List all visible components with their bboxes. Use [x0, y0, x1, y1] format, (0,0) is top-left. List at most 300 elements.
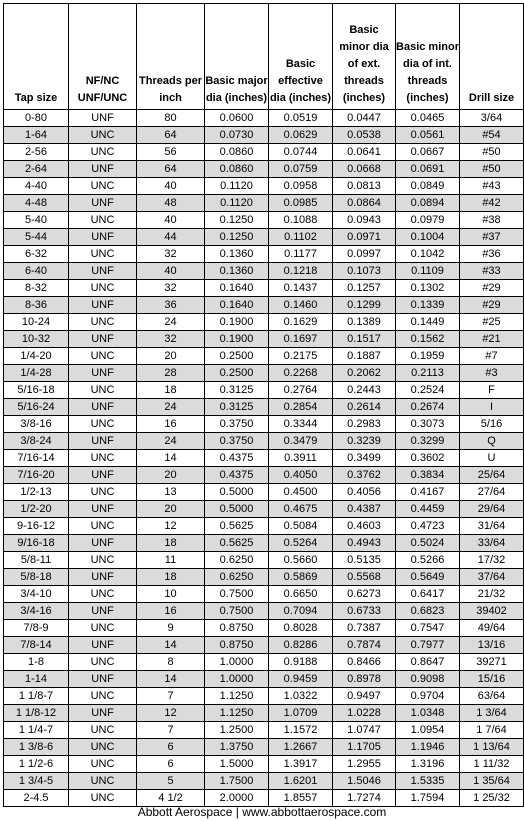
thread-size-table	[3, 3, 524, 807]
cell-drill-size: Q	[460, 433, 524, 450]
table-row	[4, 348, 524, 365]
cell-tap-size: 1 1/8-7	[4, 688, 69, 705]
table-row	[4, 433, 524, 450]
cell-effective-dia: 0.1088	[269, 212, 333, 229]
cell-thread-series: UNF	[69, 671, 137, 688]
cell-tap-size: 5/8-18	[4, 569, 69, 586]
cell-drill-size: #43	[460, 178, 524, 195]
cell-major-dia: 1.7500	[205, 773, 269, 790]
cell-major-dia: 1.1250	[205, 688, 269, 705]
cell-tap-size: 3/8-16	[4, 416, 69, 433]
cell-thread-series: UNC	[69, 127, 137, 144]
cell-major-dia: 0.5000	[205, 484, 269, 501]
table-row	[4, 399, 524, 416]
cell-thread-series: UNF	[69, 331, 137, 348]
cell-tap-size: 1 1/4-7	[4, 722, 69, 739]
cell-minor-dia-int: 0.1562	[396, 331, 460, 348]
table-row	[4, 773, 524, 790]
cell-minor-dia-int: 0.2674	[396, 399, 460, 416]
cell-threads-per-inch: 10	[137, 586, 205, 603]
cell-effective-dia: 0.0519	[269, 110, 333, 127]
cell-minor-dia-int: 0.1449	[396, 314, 460, 331]
cell-minor-dia-ext: 0.1073	[333, 263, 396, 280]
cell-effective-dia: 0.1460	[269, 297, 333, 314]
cell-drill-size: 29/64	[460, 501, 524, 518]
cell-minor-dia-ext: 0.0813	[333, 178, 396, 195]
cell-drill-size: #29	[460, 297, 524, 314]
cell-minor-dia-int: 0.4459	[396, 501, 460, 518]
cell-tap-size: 7/16-14	[4, 450, 69, 467]
cell-threads-per-inch: 4 1/2	[137, 790, 205, 807]
cell-minor-dia-ext: 0.4943	[333, 535, 396, 552]
cell-effective-dia: 0.5660	[269, 552, 333, 569]
cell-thread-series: UNF	[69, 433, 137, 450]
table-row	[4, 314, 524, 331]
cell-major-dia: 0.0860	[205, 144, 269, 161]
cell-minor-dia-int: 0.4723	[396, 518, 460, 535]
cell-tap-size: 3/4-16	[4, 603, 69, 620]
cell-tap-size: 5/16-24	[4, 399, 69, 416]
cell-major-dia: 0.2500	[205, 348, 269, 365]
cell-major-dia: 0.2500	[205, 365, 269, 382]
table-body	[4, 110, 524, 807]
cell-thread-series: UNF	[69, 467, 137, 484]
cell-thread-series: UNC	[69, 790, 137, 807]
table-row	[4, 365, 524, 382]
cell-threads-per-inch: 28	[137, 365, 205, 382]
cell-threads-per-inch: 18	[137, 569, 205, 586]
cell-tap-size: 4-40	[4, 178, 69, 195]
cell-thread-series: UNF	[69, 110, 137, 127]
cell-major-dia: 0.5625	[205, 518, 269, 535]
table-row	[4, 195, 524, 212]
cell-drill-size: 39271	[460, 654, 524, 671]
cell-effective-dia: 0.7094	[269, 603, 333, 620]
cell-major-dia: 1.0000	[205, 671, 269, 688]
cell-threads-per-inch: 24	[137, 433, 205, 450]
cell-tap-size: 3/4-10	[4, 586, 69, 603]
cell-threads-per-inch: 16	[137, 416, 205, 433]
cell-major-dia: 0.3750	[205, 416, 269, 433]
cell-effective-dia: 0.4050	[269, 467, 333, 484]
cell-drill-size: 25/64	[460, 467, 524, 484]
cell-threads-per-inch: 20	[137, 501, 205, 518]
cell-minor-dia-ext: 0.1257	[333, 280, 396, 297]
cell-drill-size: #21	[460, 331, 524, 348]
cell-thread-series: UNC	[69, 450, 137, 467]
cell-minor-dia-int: 0.3834	[396, 467, 460, 484]
table-row	[4, 297, 524, 314]
cell-minor-dia-int: 1.5335	[396, 773, 460, 790]
cell-thread-series: UNF	[69, 399, 137, 416]
cell-thread-series: UNC	[69, 144, 137, 161]
cell-major-dia: 0.1120	[205, 195, 269, 212]
table-row	[4, 722, 524, 739]
cell-thread-series: UNC	[69, 654, 137, 671]
cell-tap-size: 1/2-20	[4, 501, 69, 518]
cell-major-dia: 1.5000	[205, 756, 269, 773]
table-row	[4, 688, 524, 705]
cell-tap-size: 9-16-12	[4, 518, 69, 535]
table-row	[4, 586, 524, 603]
cell-tap-size: 1/2-13	[4, 484, 69, 501]
cell-threads-per-inch: 32	[137, 246, 205, 263]
cell-thread-series: UNC	[69, 246, 137, 263]
cell-minor-dia-int: 0.0691	[396, 161, 460, 178]
cell-tap-size: 6-40	[4, 263, 69, 280]
cell-drill-size: 31/64	[460, 518, 524, 535]
cell-minor-dia-ext: 0.0997	[333, 246, 396, 263]
cell-tap-size: 1 1/8-12	[4, 705, 69, 722]
table-row	[4, 484, 524, 501]
cell-drill-size: 1 13/64	[460, 739, 524, 756]
cell-major-dia: 1.0000	[205, 654, 269, 671]
table-row	[4, 671, 524, 688]
cell-threads-per-inch: 8	[137, 654, 205, 671]
cell-tap-size: 1/4-28	[4, 365, 69, 382]
cell-minor-dia-ext: 0.3239	[333, 433, 396, 450]
cell-minor-dia-ext: 1.7274	[333, 790, 396, 807]
cell-drill-size: I	[460, 399, 524, 416]
cell-minor-dia-int: 0.1042	[396, 246, 460, 263]
cell-minor-dia-int: 0.7977	[396, 637, 460, 654]
cell-threads-per-inch: 20	[137, 467, 205, 484]
cell-thread-series: UNC	[69, 586, 137, 603]
cell-minor-dia-int: 0.0561	[396, 127, 460, 144]
cell-minor-dia-ext: 0.0971	[333, 229, 396, 246]
table-row	[4, 518, 524, 535]
cell-drill-size: 3/64	[460, 110, 524, 127]
cell-effective-dia: 0.5084	[269, 518, 333, 535]
cell-major-dia: 0.1360	[205, 263, 269, 280]
table-row	[4, 144, 524, 161]
cell-minor-dia-ext: 0.8466	[333, 654, 396, 671]
cell-major-dia: 0.3125	[205, 399, 269, 416]
cell-minor-dia-int: 0.0465	[396, 110, 460, 127]
cell-minor-dia-int: 0.2524	[396, 382, 460, 399]
cell-minor-dia-ext: 1.5046	[333, 773, 396, 790]
cell-thread-series: UNF	[69, 161, 137, 178]
cell-drill-size: 1 3/64	[460, 705, 524, 722]
cell-drill-size: #36	[460, 246, 524, 263]
cell-minor-dia-ext: 0.4056	[333, 484, 396, 501]
cell-tap-size: 8-32	[4, 280, 69, 297]
cell-effective-dia: 1.1572	[269, 722, 333, 739]
cell-drill-size: 1 35/64	[460, 773, 524, 790]
cell-tap-size: 2-4.5	[4, 790, 69, 807]
cell-major-dia: 0.5000	[205, 501, 269, 518]
cell-threads-per-inch: 16	[137, 603, 205, 620]
table-row	[4, 603, 524, 620]
cell-tap-size: 8-36	[4, 297, 69, 314]
cell-effective-dia: 1.0322	[269, 688, 333, 705]
cell-thread-series: UNC	[69, 382, 137, 399]
table-row	[4, 416, 524, 433]
cell-effective-dia: 0.2268	[269, 365, 333, 382]
cell-major-dia: 0.8750	[205, 637, 269, 654]
cell-minor-dia-ext: 1.0228	[333, 705, 396, 722]
cell-minor-dia-ext: 0.8978	[333, 671, 396, 688]
cell-tap-size: 1-8	[4, 654, 69, 671]
thread-table-container	[3, 3, 524, 807]
cell-tap-size: 6-32	[4, 246, 69, 263]
cell-tap-size: 5-40	[4, 212, 69, 229]
cell-effective-dia: 0.1437	[269, 280, 333, 297]
cell-minor-dia-int: 0.0979	[396, 212, 460, 229]
table-row	[4, 246, 524, 263]
cell-minor-dia-ext: 1.1705	[333, 739, 396, 756]
cell-minor-dia-ext: 0.5135	[333, 552, 396, 569]
table-row	[4, 535, 524, 552]
cell-minor-dia-ext: 0.6273	[333, 586, 396, 603]
cell-effective-dia: 0.0759	[269, 161, 333, 178]
cell-major-dia: 0.0730	[205, 127, 269, 144]
cell-tap-size: 7/8-9	[4, 620, 69, 637]
table-row	[4, 756, 524, 773]
cell-tap-size: 5-44	[4, 229, 69, 246]
cell-drill-size: 5/16	[460, 416, 524, 433]
table-row	[4, 637, 524, 654]
cell-thread-series: UNC	[69, 773, 137, 790]
cell-minor-dia-int: 0.7547	[396, 620, 460, 637]
table-row	[4, 331, 524, 348]
cell-thread-series: UNF	[69, 705, 137, 722]
cell-minor-dia-ext: 0.7387	[333, 620, 396, 637]
cell-major-dia: 0.6250	[205, 552, 269, 569]
cell-major-dia: 0.1250	[205, 229, 269, 246]
cell-minor-dia-ext: 0.2983	[333, 416, 396, 433]
cell-minor-dia-ext: 0.2614	[333, 399, 396, 416]
cell-minor-dia-ext: 0.1517	[333, 331, 396, 348]
cell-effective-dia: 0.8286	[269, 637, 333, 654]
header-threads-per-inch: Threads per inch	[137, 4, 205, 110]
cell-major-dia: 0.1360	[205, 246, 269, 263]
cell-threads-per-inch: 24	[137, 314, 205, 331]
cell-thread-series: UNF	[69, 603, 137, 620]
cell-major-dia: 1.2500	[205, 722, 269, 739]
cell-thread-series: UNC	[69, 178, 137, 195]
cell-thread-series: UNC	[69, 620, 137, 637]
cell-effective-dia: 0.8028	[269, 620, 333, 637]
cell-threads-per-inch: 64	[137, 161, 205, 178]
cell-minor-dia-ext: 0.0641	[333, 144, 396, 161]
cell-tap-size: 0-80	[4, 110, 69, 127]
cell-effective-dia: 1.3917	[269, 756, 333, 773]
cell-threads-per-inch: 24	[137, 399, 205, 416]
cell-minor-dia-int: 0.3602	[396, 450, 460, 467]
cell-threads-per-inch: 64	[137, 127, 205, 144]
cell-minor-dia-int: 0.5649	[396, 569, 460, 586]
cell-minor-dia-ext: 1.2955	[333, 756, 396, 773]
cell-minor-dia-int: 0.3299	[396, 433, 460, 450]
cell-threads-per-inch: 48	[137, 195, 205, 212]
cell-thread-series: UNF	[69, 501, 137, 518]
cell-major-dia: 0.1120	[205, 178, 269, 195]
cell-major-dia: 0.4375	[205, 450, 269, 467]
cell-tap-size: 9/16-18	[4, 535, 69, 552]
cell-threads-per-inch: 40	[137, 263, 205, 280]
cell-drill-size: #42	[460, 195, 524, 212]
cell-effective-dia: 0.1218	[269, 263, 333, 280]
cell-minor-dia-int: 0.4167	[396, 484, 460, 501]
cell-threads-per-inch: 12	[137, 518, 205, 535]
cell-thread-series: UNF	[69, 535, 137, 552]
cell-drill-size: #54	[460, 127, 524, 144]
cell-effective-dia: 1.6201	[269, 773, 333, 790]
table-row	[4, 450, 524, 467]
cell-major-dia: 0.1640	[205, 280, 269, 297]
cell-tap-size: 5/16-18	[4, 382, 69, 399]
cell-drill-size: 1 25/32	[460, 790, 524, 807]
cell-minor-dia-ext: 0.7874	[333, 637, 396, 654]
cell-minor-dia-ext: 0.0447	[333, 110, 396, 127]
table-row	[4, 790, 524, 807]
cell-effective-dia: 0.1629	[269, 314, 333, 331]
cell-thread-series: UNC	[69, 552, 137, 569]
header-thread-series: NF/NC UNF/UNC	[69, 4, 137, 110]
table-row	[4, 739, 524, 756]
table-row	[4, 263, 524, 280]
cell-drill-size: 17/32	[460, 552, 524, 569]
header-tap-size: Tap size	[4, 4, 69, 110]
cell-minor-dia-int: 0.0894	[396, 195, 460, 212]
cell-threads-per-inch: 44	[137, 229, 205, 246]
cell-minor-dia-ext: 0.9497	[333, 688, 396, 705]
cell-thread-series: UNC	[69, 416, 137, 433]
cell-tap-size: 2-64	[4, 161, 69, 178]
cell-thread-series: UNF	[69, 263, 137, 280]
cell-drill-size: 21/32	[460, 586, 524, 603]
cell-thread-series: UNF	[69, 365, 137, 382]
cell-effective-dia: 0.0985	[269, 195, 333, 212]
cell-minor-dia-ext: 0.0943	[333, 212, 396, 229]
table-row	[4, 552, 524, 569]
cell-tap-size: 4-48	[4, 195, 69, 212]
cell-minor-dia-ext: 0.3762	[333, 467, 396, 484]
cell-minor-dia-int: 0.5024	[396, 535, 460, 552]
cell-major-dia: 0.1900	[205, 314, 269, 331]
cell-drill-size: 1 11/32	[460, 756, 524, 773]
cell-drill-size: #29	[460, 280, 524, 297]
cell-minor-dia-ext: 0.2062	[333, 365, 396, 382]
cell-threads-per-inch: 6	[137, 756, 205, 773]
cell-minor-dia-int: 1.1946	[396, 739, 460, 756]
cell-effective-dia: 1.0709	[269, 705, 333, 722]
cell-effective-dia: 0.2854	[269, 399, 333, 416]
table-row	[4, 110, 524, 127]
cell-drill-size: #50	[460, 144, 524, 161]
cell-major-dia: 0.7500	[205, 586, 269, 603]
cell-thread-series: UNC	[69, 756, 137, 773]
cell-major-dia: 0.6250	[205, 569, 269, 586]
cell-threads-per-inch: 6	[137, 739, 205, 756]
cell-minor-dia-ext: 0.0668	[333, 161, 396, 178]
table-row	[4, 501, 524, 518]
cell-major-dia: 0.0860	[205, 161, 269, 178]
cell-effective-dia: 0.5869	[269, 569, 333, 586]
table-row	[4, 705, 524, 722]
cell-minor-dia-ext: 0.4387	[333, 501, 396, 518]
cell-drill-size: 13/16	[460, 637, 524, 654]
cell-thread-series: UNC	[69, 280, 137, 297]
cell-effective-dia: 0.3479	[269, 433, 333, 450]
cell-threads-per-inch: 32	[137, 331, 205, 348]
cell-effective-dia: 0.6650	[269, 586, 333, 603]
cell-drill-size: 63/64	[460, 688, 524, 705]
table-row	[4, 280, 524, 297]
table-row	[4, 161, 524, 178]
cell-minor-dia-ext: 1.0747	[333, 722, 396, 739]
cell-minor-dia-int: 0.9704	[396, 688, 460, 705]
cell-major-dia: 0.3125	[205, 382, 269, 399]
cell-minor-dia-ext: 0.2443	[333, 382, 396, 399]
cell-drill-size: 49/64	[460, 620, 524, 637]
cell-threads-per-inch: 20	[137, 348, 205, 365]
cell-thread-series: UNF	[69, 297, 137, 314]
cell-major-dia: 2.0000	[205, 790, 269, 807]
cell-minor-dia-int: 0.2113	[396, 365, 460, 382]
cell-minor-dia-ext: 0.5568	[333, 569, 396, 586]
cell-drill-size: 39402	[460, 603, 524, 620]
table-row	[4, 229, 524, 246]
cell-effective-dia: 0.9459	[269, 671, 333, 688]
table-row	[4, 382, 524, 399]
header-drill-size: Drill size	[460, 4, 524, 110]
cell-threads-per-inch: 40	[137, 178, 205, 195]
footer-credit: Abbott Aerospace | www.abbottaerospace.com	[137, 805, 387, 819]
cell-drill-size: #33	[460, 263, 524, 280]
cell-threads-per-inch: 13	[137, 484, 205, 501]
cell-minor-dia-ext: 0.4603	[333, 518, 396, 535]
table-row	[4, 620, 524, 637]
cell-threads-per-inch: 14	[137, 637, 205, 654]
cell-thread-series: UNC	[69, 484, 137, 501]
cell-major-dia: 1.3750	[205, 739, 269, 756]
cell-tap-size: 10-24	[4, 314, 69, 331]
cell-tap-size: 1 3/4-5	[4, 773, 69, 790]
cell-drill-size: #3	[460, 365, 524, 382]
cell-drill-size: 33/64	[460, 535, 524, 552]
cell-thread-series: UNC	[69, 314, 137, 331]
cell-threads-per-inch: 18	[137, 382, 205, 399]
cell-major-dia: 0.1900	[205, 331, 269, 348]
cell-tap-size: 1-64	[4, 127, 69, 144]
cell-thread-series: UNC	[69, 739, 137, 756]
table-row	[4, 178, 524, 195]
cell-tap-size: 2-56	[4, 144, 69, 161]
cell-major-dia: 0.1250	[205, 212, 269, 229]
cell-effective-dia: 0.4500	[269, 484, 333, 501]
cell-thread-series: UNF	[69, 229, 137, 246]
header-minor-dia-int: Basic minor dia of int. threads (inches)	[396, 4, 460, 110]
cell-minor-dia-ext: 0.6733	[333, 603, 396, 620]
cell-threads-per-inch: 12	[137, 705, 205, 722]
cell-minor-dia-int: 0.3073	[396, 416, 460, 433]
cell-minor-dia-int: 0.1109	[396, 263, 460, 280]
cell-threads-per-inch: 40	[137, 212, 205, 229]
cell-effective-dia: 0.0958	[269, 178, 333, 195]
cell-drill-size: F	[460, 382, 524, 399]
cell-major-dia: 0.0600	[205, 110, 269, 127]
cell-thread-series: UNF	[69, 569, 137, 586]
cell-threads-per-inch: 7	[137, 722, 205, 739]
table-row	[4, 212, 524, 229]
cell-threads-per-inch: 11	[137, 552, 205, 569]
cell-drill-size: #25	[460, 314, 524, 331]
cell-threads-per-inch: 56	[137, 144, 205, 161]
cell-threads-per-inch: 80	[137, 110, 205, 127]
cell-drill-size: 1 7/64	[460, 722, 524, 739]
